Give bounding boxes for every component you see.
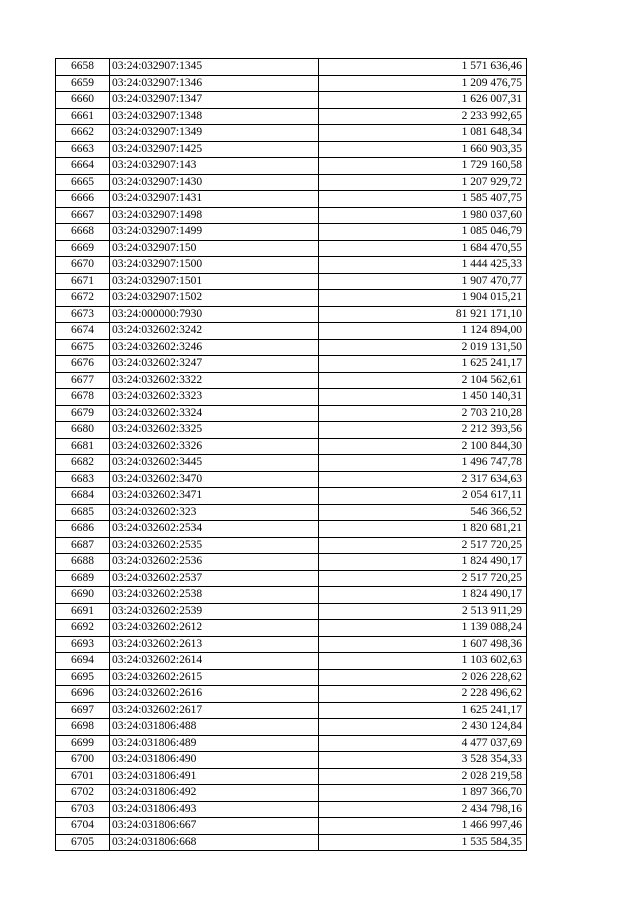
row-number: 6677	[56, 372, 110, 389]
cadastral-value: 1 450 140,31	[319, 389, 527, 406]
cadastral-value: 2 434 798,16	[319, 801, 527, 818]
row-number: 6671	[56, 273, 110, 290]
cadastral-value: 2 317 634,63	[319, 471, 527, 488]
cadastral-number: 03:24:032907:1430	[110, 174, 319, 191]
table-row	[56, 603, 527, 620]
cadastral-value: 1 824 490,17	[319, 587, 527, 604]
cadastral-number: 03:24:032907:1346	[110, 75, 319, 92]
row-number: 6691	[56, 603, 110, 620]
row-number: 6686	[56, 521, 110, 538]
table-row	[56, 405, 527, 422]
table-row	[56, 422, 527, 439]
cadastral-value: 546 366,52	[319, 504, 527, 521]
table-row	[56, 537, 527, 554]
table-row	[56, 752, 527, 769]
cadastral-number: 03:24:031806:489	[110, 735, 319, 752]
cadastral-number: 03:24:032907:1500	[110, 257, 319, 274]
cadastral-number: 03:24:032907:1349	[110, 125, 319, 142]
cadastral-value: 2 019 131,50	[319, 339, 527, 356]
table-row	[56, 224, 527, 241]
cadastral-number: 03:24:032602:2614	[110, 653, 319, 670]
cadastral-value: 1 571 636,46	[319, 59, 527, 76]
cadastral-number: 03:24:032602:2612	[110, 620, 319, 637]
cadastral-value: 1 535 584,35	[319, 834, 527, 851]
cadastral-number: 03:24:032602:2534	[110, 521, 319, 538]
cadastral-number: 03:24:031806:488	[110, 719, 319, 736]
row-number: 6705	[56, 834, 110, 851]
table-row	[56, 141, 527, 158]
row-number: 6658	[56, 59, 110, 76]
cadastral-value: 1 729 160,58	[319, 158, 527, 175]
table-row	[56, 834, 527, 851]
cadastral-value: 3 528 354,33	[319, 752, 527, 769]
row-number: 6687	[56, 537, 110, 554]
cadastral-value: 1 820 681,21	[319, 521, 527, 538]
table-row	[56, 818, 527, 835]
cadastral-number: 03:24:031806:492	[110, 785, 319, 802]
cadastral-number: 03:24:032907:143	[110, 158, 319, 175]
cadastral-number: 03:24:032602:2536	[110, 554, 319, 571]
cadastral-number: 03:24:032602:3470	[110, 471, 319, 488]
cadastral-value: 4 477 037,69	[319, 735, 527, 752]
table-row	[56, 620, 527, 637]
cadastral-value: 1 207 929,72	[319, 174, 527, 191]
cadastral-number: 03:24:031806:667	[110, 818, 319, 835]
cadastral-value: 2 233 992,65	[319, 108, 527, 125]
cadastral-number: 03:24:032602:3246	[110, 339, 319, 356]
table-row	[56, 785, 527, 802]
table-row	[56, 438, 527, 455]
table-row	[56, 653, 527, 670]
row-number: 6702	[56, 785, 110, 802]
cadastral-value: 1 103 602,63	[319, 653, 527, 670]
row-number: 6678	[56, 389, 110, 406]
row-number: 6676	[56, 356, 110, 373]
row-number: 6667	[56, 207, 110, 224]
row-number: 6669	[56, 240, 110, 257]
cadastral-value: 1 904 015,21	[319, 290, 527, 307]
cadastral-value: 2 026 228,62	[319, 669, 527, 686]
cadastral-number: 03:24:032907:1498	[110, 207, 319, 224]
table-row	[56, 488, 527, 505]
row-number: 6704	[56, 818, 110, 835]
cadastral-number: 03:24:032907:1348	[110, 108, 319, 125]
cadastral-value: 1 907 470,77	[319, 273, 527, 290]
cadastral-number: 03:24:031806:490	[110, 752, 319, 769]
table-row	[56, 92, 527, 109]
cadastral-number: 03:24:032907:1345	[110, 59, 319, 76]
cadastral-number: 03:24:032907:1502	[110, 290, 319, 307]
row-number: 6695	[56, 669, 110, 686]
table-row	[56, 108, 527, 125]
cadastral-number: 03:24:032602:2538	[110, 587, 319, 604]
row-number: 6660	[56, 92, 110, 109]
table-row	[56, 207, 527, 224]
cadastral-number: 03:24:032602:2613	[110, 636, 319, 653]
row-number: 6685	[56, 504, 110, 521]
cadastral-number: 03:24:031806:668	[110, 834, 319, 851]
row-number: 6666	[56, 191, 110, 208]
cadastral-value: 1 085 046,79	[319, 224, 527, 241]
row-number: 6701	[56, 768, 110, 785]
cadastral-number: 03:24:032602:3247	[110, 356, 319, 373]
cadastral-value: 1 607 498,36	[319, 636, 527, 653]
cadastral-number: 03:24:000000:7930	[110, 306, 319, 323]
row-number: 6674	[56, 323, 110, 340]
row-number: 6683	[56, 471, 110, 488]
cadastral-value-table	[55, 58, 527, 851]
row-number: 6672	[56, 290, 110, 307]
row-number: 6696	[56, 686, 110, 703]
cadastral-value: 2 028 219,58	[319, 768, 527, 785]
cadastral-number: 03:24:032602:2615	[110, 669, 319, 686]
cadastral-number: 03:24:032907:1501	[110, 273, 319, 290]
table-row	[56, 240, 527, 257]
cadastral-value: 2 517 720,25	[319, 570, 527, 587]
cadastral-value: 1 081 648,34	[319, 125, 527, 142]
row-number: 6675	[56, 339, 110, 356]
row-number: 6668	[56, 224, 110, 241]
cadastral-value: 2 104 562,61	[319, 372, 527, 389]
table-row	[56, 389, 527, 406]
cadastral-number: 03:24:032602:2537	[110, 570, 319, 587]
row-number: 6682	[56, 455, 110, 472]
table-row	[56, 323, 527, 340]
row-number: 6664	[56, 158, 110, 175]
row-number: 6665	[56, 174, 110, 191]
table-row	[56, 521, 527, 538]
cadastral-number: 03:24:032602:323	[110, 504, 319, 521]
cadastral-value: 2 228 496,62	[319, 686, 527, 703]
cadastral-value: 1 897 366,70	[319, 785, 527, 802]
table-row	[56, 174, 527, 191]
row-number: 6689	[56, 570, 110, 587]
row-number: 6661	[56, 108, 110, 125]
row-number: 6697	[56, 702, 110, 719]
cadastral-number: 03:24:032602:3242	[110, 323, 319, 340]
cadastral-value: 2 513 911,29	[319, 603, 527, 620]
table-row	[56, 125, 527, 142]
table-row	[56, 768, 527, 785]
cadastral-value: 1 466 997,46	[319, 818, 527, 835]
table-row	[56, 356, 527, 373]
row-number: 6694	[56, 653, 110, 670]
cadastral-number: 03:24:032602:3325	[110, 422, 319, 439]
table-row	[56, 471, 527, 488]
cadastral-value: 2 517 720,25	[319, 537, 527, 554]
cadastral-value: 1 684 470,55	[319, 240, 527, 257]
row-number: 6693	[56, 636, 110, 653]
cadastral-value: 81 921 171,10	[319, 306, 527, 323]
cadastral-number: 03:24:032602:2617	[110, 702, 319, 719]
cadastral-number: 03:24:032602:2539	[110, 603, 319, 620]
cadastral-value: 1 496 747,78	[319, 455, 527, 472]
cadastral-value: 1 444 425,33	[319, 257, 527, 274]
cadastral-value: 2 703 210,28	[319, 405, 527, 422]
table-row	[56, 372, 527, 389]
table-row	[56, 570, 527, 587]
row-number: 6692	[56, 620, 110, 637]
table-row	[56, 158, 527, 175]
cadastral-value: 2 054 617,11	[319, 488, 527, 505]
cadastral-number: 03:24:032907:150	[110, 240, 319, 257]
row-number: 6673	[56, 306, 110, 323]
cadastral-number: 03:24:032907:1347	[110, 92, 319, 109]
table-row	[56, 75, 527, 92]
row-number: 6698	[56, 719, 110, 736]
cadastral-number: 03:24:031806:493	[110, 801, 319, 818]
row-number: 6681	[56, 438, 110, 455]
cadastral-value: 1 139 088,24	[319, 620, 527, 637]
table-row	[56, 191, 527, 208]
cadastral-value: 1 660 903,35	[319, 141, 527, 158]
row-number: 6663	[56, 141, 110, 158]
table-row	[56, 306, 527, 323]
cadastral-number: 03:24:032907:1425	[110, 141, 319, 158]
row-number: 6680	[56, 422, 110, 439]
cadastral-number: 03:24:032602:3323	[110, 389, 319, 406]
table-row	[56, 257, 527, 274]
table-row	[56, 801, 527, 818]
table-row	[56, 669, 527, 686]
cadastral-number: 03:24:032602:3445	[110, 455, 319, 472]
cadastral-value: 1 980 037,60	[319, 207, 527, 224]
row-number: 6699	[56, 735, 110, 752]
row-number: 6700	[56, 752, 110, 769]
cadastral-value: 1 626 007,31	[319, 92, 527, 109]
row-number: 6684	[56, 488, 110, 505]
row-number: 6679	[56, 405, 110, 422]
table-body	[56, 59, 527, 851]
cadastral-number: 03:24:032602:3322	[110, 372, 319, 389]
cadastral-number: 03:24:031806:491	[110, 768, 319, 785]
table-row	[56, 273, 527, 290]
cadastral-number: 03:24:032907:1499	[110, 224, 319, 241]
cadastral-number: 03:24:032602:3326	[110, 438, 319, 455]
row-number: 6703	[56, 801, 110, 818]
cadastral-value: 1 209 476,75	[319, 75, 527, 92]
cadastral-value: 1 625 241,17	[319, 356, 527, 373]
table-row	[56, 554, 527, 571]
table-row	[56, 636, 527, 653]
cadastral-number: 03:24:032602:3324	[110, 405, 319, 422]
cadastral-value: 2 430 124,84	[319, 719, 527, 736]
table-row	[56, 719, 527, 736]
table-row	[56, 59, 527, 76]
row-number: 6690	[56, 587, 110, 604]
cadastral-value: 2 212 393,56	[319, 422, 527, 439]
cadastral-number: 03:24:032602:3471	[110, 488, 319, 505]
row-number: 6662	[56, 125, 110, 142]
row-number: 6670	[56, 257, 110, 274]
cadastral-number: 03:24:032602:2535	[110, 537, 319, 554]
cadastral-value: 1 824 490,17	[319, 554, 527, 571]
table-row	[56, 290, 527, 307]
cadastral-value: 2 100 844,30	[319, 438, 527, 455]
cadastral-value: 1 625 241,17	[319, 702, 527, 719]
cadastral-value: 1 585 407,75	[319, 191, 527, 208]
cadastral-value: 1 124 894,00	[319, 323, 527, 340]
cadastral-number: 03:24:032602:2616	[110, 686, 319, 703]
table-row	[56, 587, 527, 604]
table-row	[56, 686, 527, 703]
row-number: 6688	[56, 554, 110, 571]
cadastral-number: 03:24:032907:1431	[110, 191, 319, 208]
row-number: 6659	[56, 75, 110, 92]
table-row	[56, 504, 527, 521]
table-row	[56, 735, 527, 752]
table-row	[56, 702, 527, 719]
table-row	[56, 455, 527, 472]
table-row	[56, 339, 527, 356]
